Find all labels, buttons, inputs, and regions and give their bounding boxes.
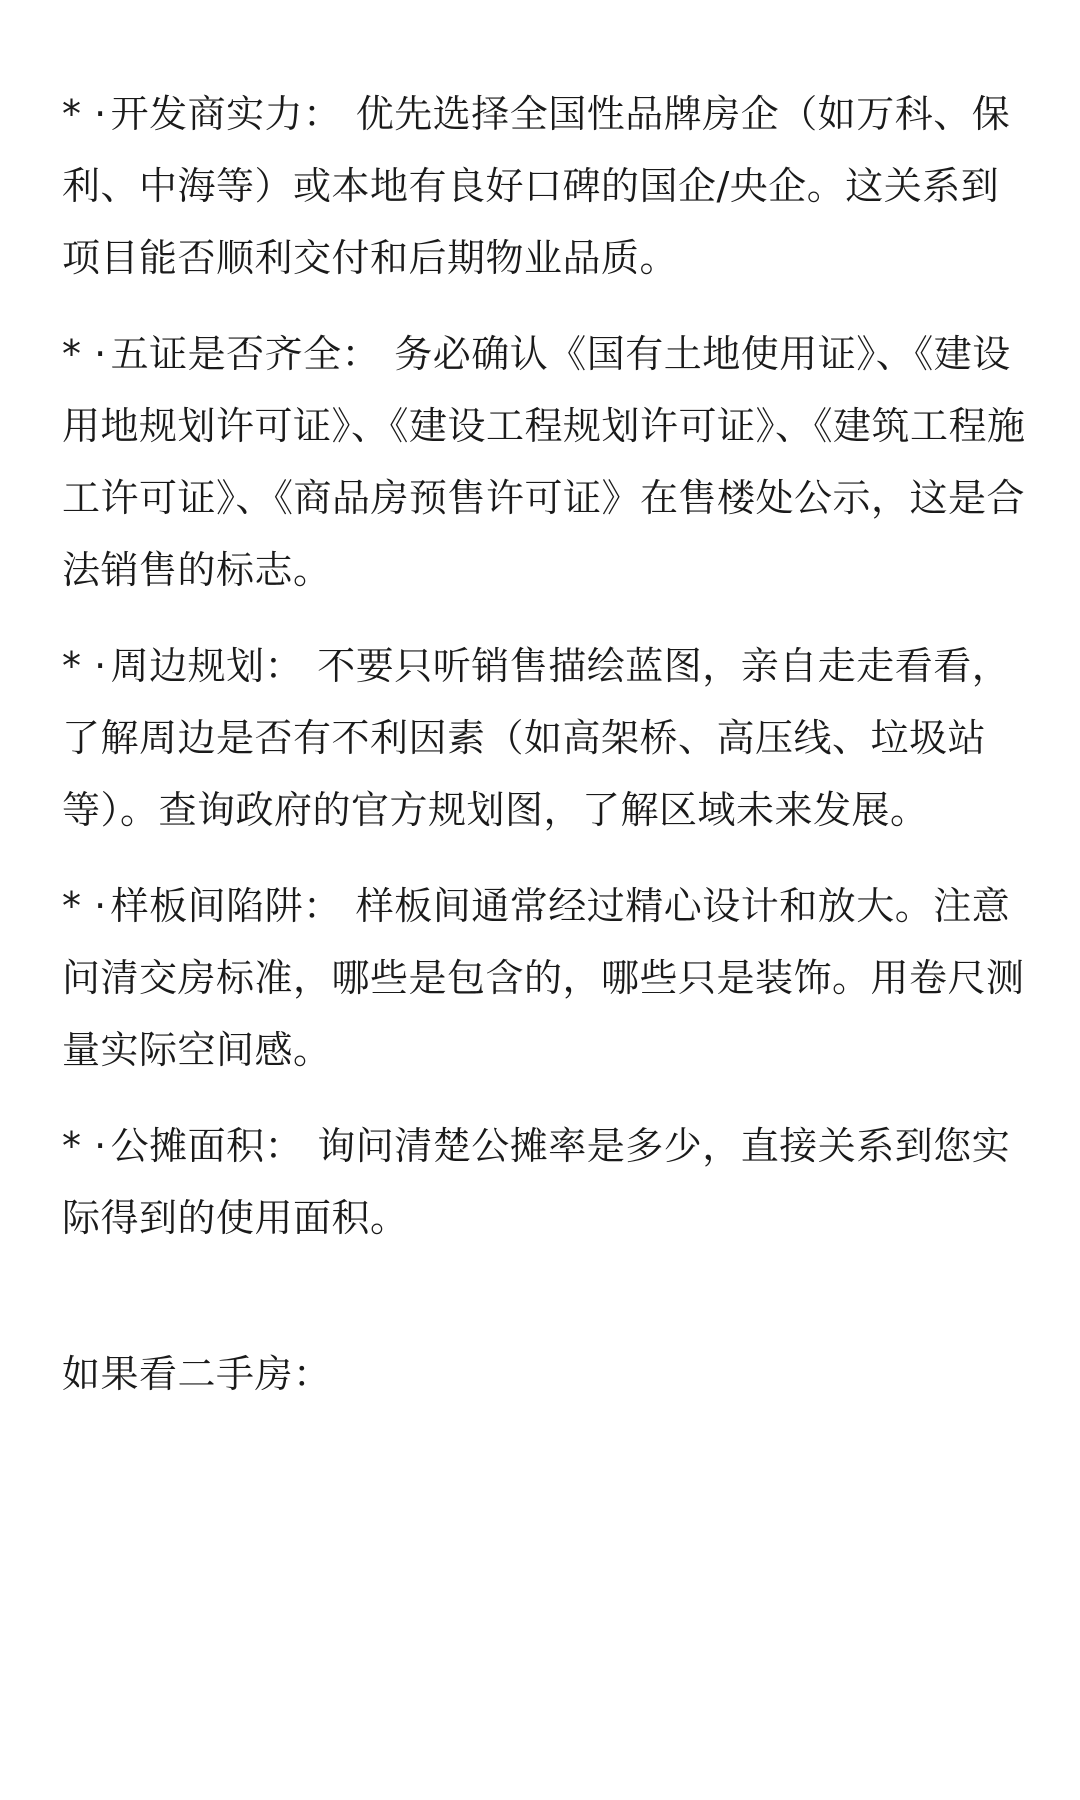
bullet-term: 五证是否齐全： [110,332,381,376]
bullet-marker: * · [62,644,107,688]
bullet-five-certificates [62,318,1028,606]
bullet-text: 询问清楚公摊率是多少，直接关系到您实际得到的使用面积。 [62,1124,1011,1240]
section-heading-second-hand: 如果看二手房： [62,1352,332,1396]
bullet-developer-strength [62,78,1028,294]
bullet-term: 样板间陷阱： [110,884,342,928]
bullet-text: 优先选择全国性品牌房企（如万科、保利、中海等）或本地有良好口碑的国企/央企。这关系到项目能否顺利交付和后期物业品质。 [62,92,1011,280]
bullet-marker: * · [62,884,107,928]
bullet-surrounding-planning [62,630,1028,846]
bullet-marker: * · [62,1124,107,1168]
bullet-marker: * · [62,332,107,376]
bullet-text: 不要只听销售描绘蓝图，亲自走走看看，了解周边是否有不利因素（如高架桥、高压线、垃圾站等）。查询政府的官方规划图，了解区域未来发展。 [62,644,1011,832]
bullet-shared-area [62,1110,1028,1254]
bullet-term: 公摊面积： [110,1124,304,1168]
bullet-model-room-trap [62,870,1028,1086]
bullet-term: 周边规划： [110,644,304,688]
bullet-text: 务必确认《国有土地使用证》、《建设用地规划许可证》、《建设工程规划许可证》、《建筑工程施工许可证》、《商品房预售许可证》在售楼处公示，这是合法销售的标志。 [62,332,1026,592]
bullet-term: 开发商实力： [110,92,342,136]
bullet-marker: * · [62,92,107,136]
bullet-text: 样板间通常经过精心设计和放大。注意问清交房标准，哪些是包含的，哪些只是装饰。用卷尺测量实际空间感。 [62,884,1025,1072]
